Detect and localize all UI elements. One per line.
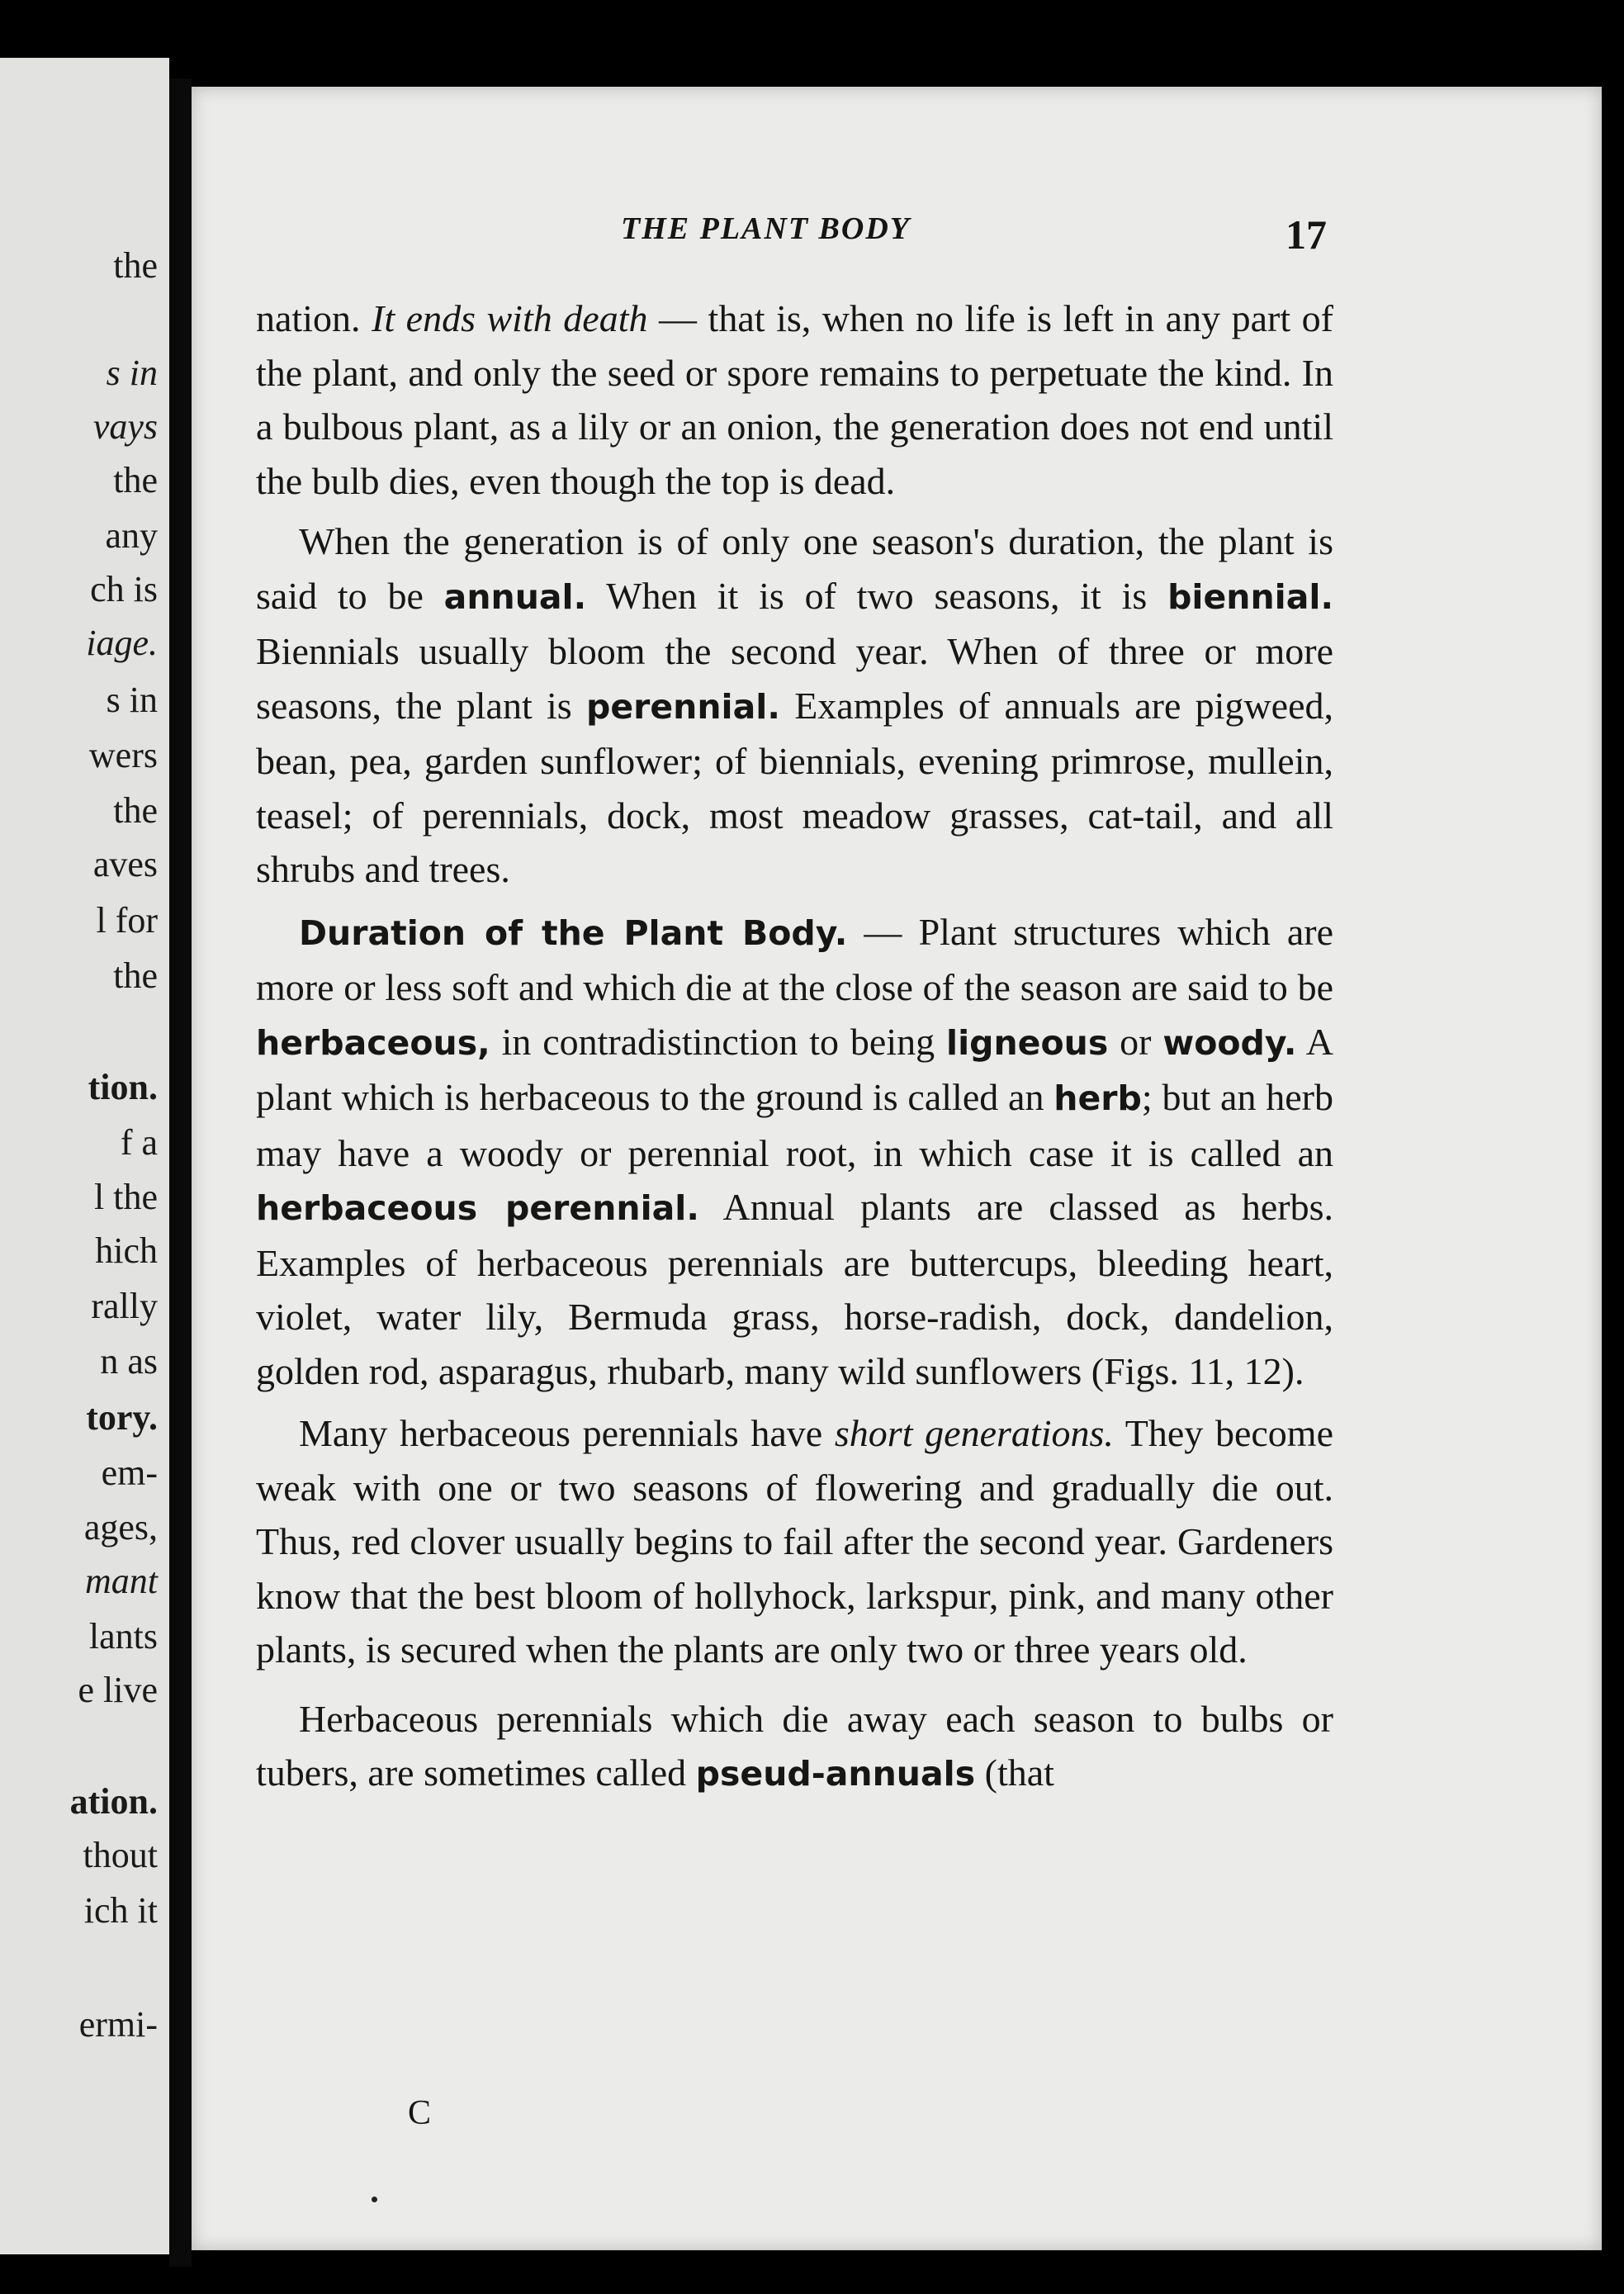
speck xyxy=(372,2197,377,2202)
facing-page-line: aves xyxy=(92,844,158,884)
text-run: ; but an herb may have a woody or perennial root, in which case it is called an xyxy=(256,1076,1334,1174)
facing-page-line: the xyxy=(113,790,158,831)
book-gutter xyxy=(169,78,192,2267)
signature-mark: C xyxy=(408,2094,432,2132)
facing-page-line: f a xyxy=(120,1122,158,1163)
facing-page-line: em- xyxy=(101,1453,158,1493)
facing-page-line: rally xyxy=(91,1286,158,1326)
bold-term: perennial. xyxy=(586,686,780,727)
facing-page-line: e live xyxy=(78,1670,158,1710)
paragraph xyxy=(256,1692,1333,1802)
facing-page-line: ation. xyxy=(69,1781,158,1822)
text-run: They become weak with one or two seasons of flowering and gradually die out. Thus, red clover usually begins to fail after the second year. Gardeners know that the best bloom of hollyhock, larkspur, pink, and many other plants, is secured when the plants are only two or three years old. xyxy=(256,1412,1333,1671)
italic-phrase: short generations. xyxy=(834,1412,1114,1454)
bold-term: herb xyxy=(1053,1078,1142,1118)
body-text xyxy=(256,291,1333,1802)
facing-page-fragment xyxy=(0,58,169,2254)
bold-term: annual. xyxy=(443,576,587,617)
facing-page-line: s in xyxy=(106,680,158,720)
bold-term: herbaceous perennial. xyxy=(256,1188,699,1228)
book-page xyxy=(192,87,1602,2250)
text-run: Many herbaceous perennials have xyxy=(299,1412,835,1454)
text-run: A plant which is herbaceous to the ground is called an xyxy=(256,1020,1333,1118)
facing-page-line: thout xyxy=(83,1835,158,1875)
facing-page-line: tory. xyxy=(86,1397,158,1438)
text-run: nation. xyxy=(256,297,372,339)
facing-page-line: tion. xyxy=(88,1067,158,1107)
text-run: — that is, when no life is left in any part of the plant, and only the seed or spore remains to perpetuate the kind. In a bulbous plant, as a lily or an onion, the generation does not end until the bulb dies, even though the top is dead. xyxy=(256,297,1333,502)
facing-page-line: ich it xyxy=(83,1890,158,1931)
facing-page-line: iage. xyxy=(86,623,158,663)
facing-page-line: the xyxy=(113,460,158,500)
facing-page-line: s in xyxy=(106,353,158,393)
facing-page-line: ch is xyxy=(90,569,158,609)
facing-page-line: lants xyxy=(88,1616,158,1657)
text-run: Examples of annuals are pigweed, bean, pea, garden sunflower; of biennials, evening primrose, mullein, teasel; of perennials, dock, most meadow grasses, cat-tail, and all shrubs and trees. xyxy=(256,684,1333,890)
facing-page-line: the xyxy=(113,245,158,286)
italic-phrase: It ends with death xyxy=(372,297,648,339)
text-run: — Plant structures which are more or less soft and which die at the close of the season are said to be xyxy=(256,910,1333,1008)
facing-page-line: ermi- xyxy=(78,2004,158,2045)
facing-page-line: n as xyxy=(100,1341,158,1382)
bold-term: ligneous xyxy=(946,1022,1109,1063)
facing-page-line: ages, xyxy=(83,1507,158,1548)
text-run: Biennials usually bloom the second year. When of three or more seasons, the plant is xyxy=(256,630,1333,727)
page-number: 17 xyxy=(1285,211,1327,258)
text-run: Annual plants are classed as herbs. Examples of herbaceous perennials are buttercups, bleeding heart, violet, water lily, Bermuda grass, horse-radish, dock, dandelion, golden rod, asparagus, rhubarb, many wild sunflowers (Figs. 11, 12). xyxy=(256,1186,1333,1392)
text-run: When it is of two seasons, it is xyxy=(586,574,1168,617)
text-run: (that xyxy=(975,1751,1054,1794)
running-header: THE PLANT BODY xyxy=(621,211,911,246)
bold-term: Duration of the Plant Body. xyxy=(299,912,848,953)
facing-page-line: vays xyxy=(92,406,158,447)
paragraph xyxy=(256,905,1333,1399)
facing-page-line: the xyxy=(113,955,158,996)
bold-term: biennial. xyxy=(1167,576,1334,617)
facing-page-line: wers xyxy=(88,735,158,775)
paragraph xyxy=(256,291,1333,508)
paragraph xyxy=(256,514,1333,897)
facing-page-line: l for xyxy=(96,900,158,941)
bold-term: woody. xyxy=(1162,1022,1297,1063)
facing-page-line: l the xyxy=(94,1177,158,1217)
facing-page-line: hich xyxy=(95,1230,158,1271)
text-run: in contradistinction to being xyxy=(490,1020,947,1063)
text-run: When the generation is of only one season's duration, the plant is said to be xyxy=(256,520,1333,617)
bold-term: herbaceous, xyxy=(256,1022,490,1063)
paragraph xyxy=(256,1406,1333,1677)
text-run: or xyxy=(1108,1020,1163,1063)
text-run: Herbaceous perennials which die away each season to bulbs or tubers, are sometimes called xyxy=(256,1697,1333,1794)
facing-page-line: mant xyxy=(85,1561,158,1601)
bold-term: pseud-annuals xyxy=(695,1754,976,1794)
facing-page-line: any xyxy=(105,515,158,556)
